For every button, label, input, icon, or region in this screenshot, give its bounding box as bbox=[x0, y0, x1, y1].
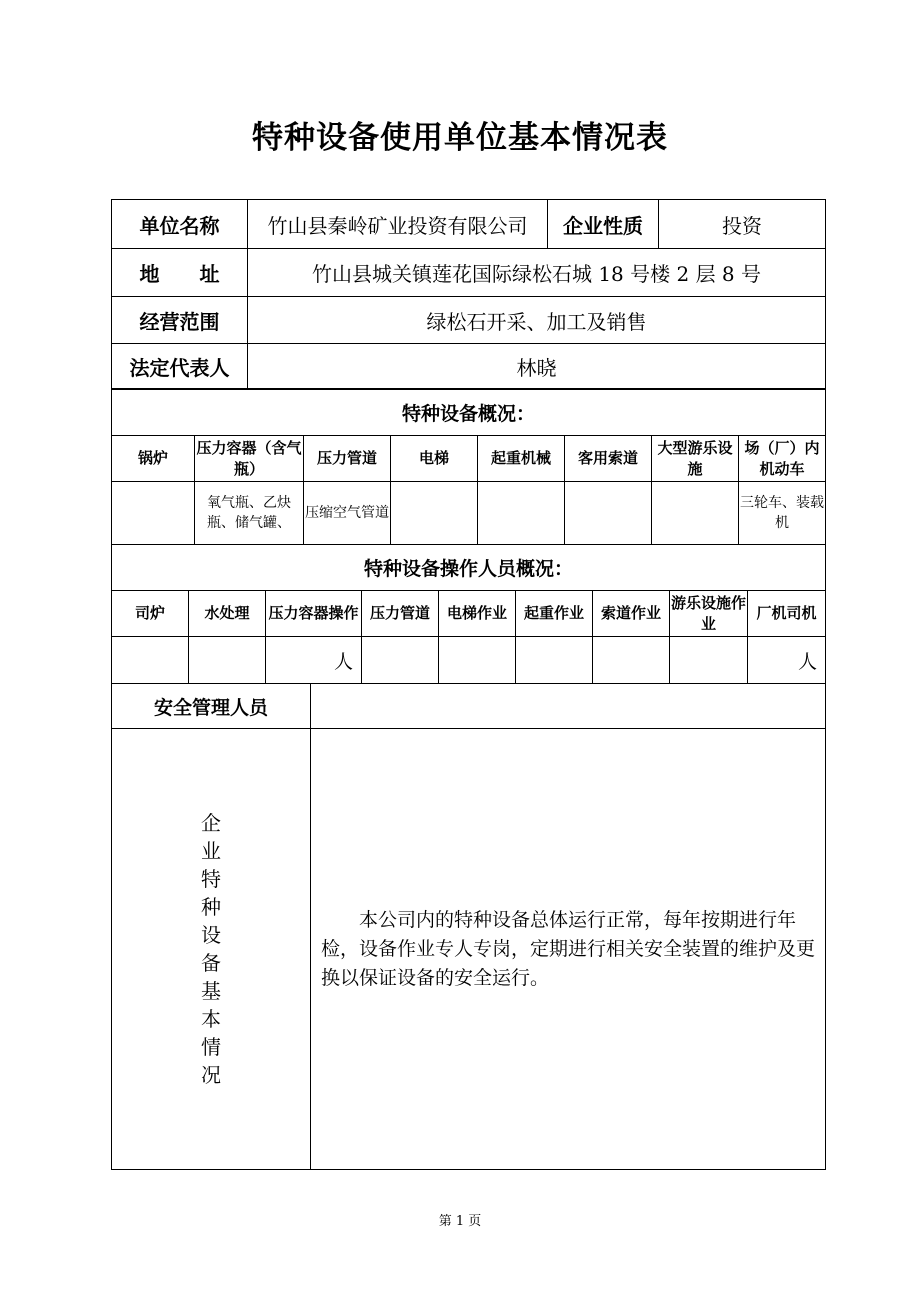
equipment-header: 大型游乐设施 bbox=[652, 436, 739, 482]
equipment-value bbox=[391, 482, 478, 545]
operator-count bbox=[439, 637, 516, 684]
address-value: 竹山县城关镇莲花国际绿松石城 18 号楼 2 层 8 号 bbox=[248, 249, 826, 297]
safety-table bbox=[111, 683, 826, 1170]
vertical-label-char: 情 bbox=[201, 1035, 221, 1059]
basic-situation-label bbox=[112, 729, 311, 1170]
operator-count bbox=[593, 637, 670, 684]
operator-count: 人 bbox=[748, 637, 826, 684]
operator-count bbox=[189, 637, 266, 684]
operator-count bbox=[516, 637, 593, 684]
equipment-value bbox=[478, 482, 565, 545]
basic-situation-row bbox=[112, 729, 826, 1170]
safety-manager-row bbox=[112, 684, 826, 729]
operators-table bbox=[111, 544, 826, 684]
business-scope-label: 经营范围 bbox=[112, 297, 248, 344]
unit-name-label: 单位名称 bbox=[112, 200, 248, 249]
operator-count bbox=[670, 637, 748, 684]
legal-rep-value: 林晓 bbox=[248, 344, 826, 389]
operator-header: 厂机司机 bbox=[748, 591, 826, 637]
equipment-header: 场（厂）内机动车 bbox=[739, 436, 826, 482]
equipment-value: 压缩空气管道 bbox=[304, 482, 391, 545]
operator-header: 索道作业 bbox=[593, 591, 670, 637]
vertical-label-char: 况 bbox=[201, 1063, 221, 1087]
equipment-value: 三轮车、装载机 bbox=[739, 482, 826, 545]
operator-header: 水处理 bbox=[189, 591, 266, 637]
enterprise-nature-label: 企业性质 bbox=[548, 200, 659, 249]
legal-rep-label: 法定代表人 bbox=[112, 344, 248, 389]
legal-rep-row bbox=[112, 344, 826, 389]
vertical-label-char: 备 bbox=[201, 951, 221, 975]
equipment-header: 锅炉 bbox=[112, 436, 195, 482]
business-scope-value: 绿松石开采、加工及销售 bbox=[248, 297, 826, 344]
vertical-label-char: 企 bbox=[201, 811, 221, 835]
safety-manager-value bbox=[311, 684, 826, 729]
unit-name-row bbox=[112, 200, 826, 249]
vertical-label-char: 基 bbox=[201, 979, 221, 1003]
equipment-value: 氧气瓶、乙炔瓶、储气罐、 bbox=[195, 482, 304, 545]
operator-header: 电梯作业 bbox=[439, 591, 516, 637]
operator-header: 起重作业 bbox=[516, 591, 593, 637]
operator-header: 司炉 bbox=[112, 591, 189, 637]
vertical-label-char: 种 bbox=[201, 895, 221, 919]
safety-manager-label: 安全管理人员 bbox=[112, 684, 311, 729]
operator-count bbox=[112, 637, 189, 684]
operator-count bbox=[362, 637, 439, 684]
page-footer: 第 1 页 bbox=[438, 1214, 482, 1229]
operator-header: 压力管道 bbox=[362, 591, 439, 637]
address-label: 地 址 bbox=[112, 249, 248, 297]
equipment-section-title: 特种设备概况： bbox=[112, 390, 826, 436]
enterprise-nature-value: 投资 bbox=[659, 200, 826, 249]
unit-info-table bbox=[111, 199, 826, 389]
address-row bbox=[112, 249, 826, 297]
equipment-header-row bbox=[112, 436, 826, 482]
vertical-label-char: 本 bbox=[201, 1007, 221, 1031]
equipment-value-row bbox=[112, 482, 826, 545]
equipment-value bbox=[565, 482, 652, 545]
equipment-header: 客用索道 bbox=[565, 436, 652, 482]
vertical-label-char: 业 bbox=[201, 839, 221, 863]
equipment-header: 电梯 bbox=[391, 436, 478, 482]
equipment-header: 起重机械 bbox=[478, 436, 565, 482]
basic-situation-text: 本公司内的特种设备总体运行正常，每年按期进行年检，设备作业专人专岗，定期进行相关安全装置的维护及更换以保证设备的安全运行。 bbox=[311, 729, 826, 1170]
operators-value-row bbox=[112, 637, 826, 684]
operator-header: 压力容器操作 bbox=[266, 591, 362, 637]
operators-header-row bbox=[112, 591, 826, 637]
operators-section-title: 特种设备操作人员概况： bbox=[112, 545, 826, 591]
operator-header: 游乐设施作业 bbox=[670, 591, 748, 637]
vertical-label-char: 特 bbox=[201, 867, 221, 891]
page-title: 特种设备使用单位基本情况表 bbox=[252, 120, 668, 156]
business-scope-row bbox=[112, 297, 826, 344]
equipment-value bbox=[652, 482, 739, 545]
equipment-header: 压力容器（含气瓶） bbox=[195, 436, 304, 482]
unit-name-value: 竹山县秦岭矿业投资有限公司 bbox=[248, 200, 548, 249]
equipment-table bbox=[111, 389, 826, 545]
equipment-value bbox=[112, 482, 195, 545]
vertical-label-char: 设 bbox=[201, 923, 221, 947]
equipment-header: 压力管道 bbox=[304, 436, 391, 482]
operator-count: 人 bbox=[266, 637, 362, 684]
